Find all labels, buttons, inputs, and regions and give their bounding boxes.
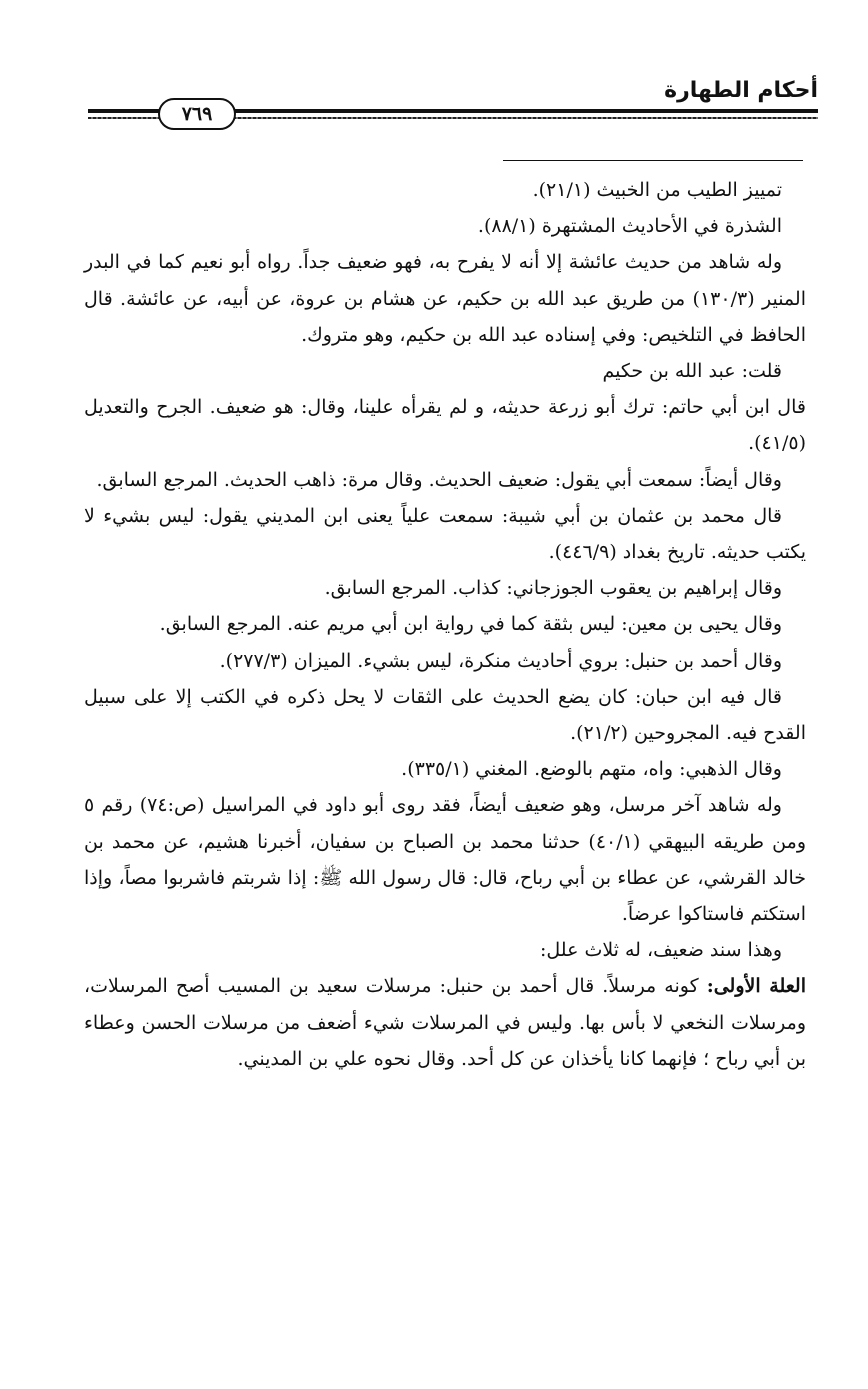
- paragraph-text: كونه مرسلاً. قال أحمد بن حنبل: مرسلات سعيد بن المسيب أصح المرسلات، ومرسلات النخعي لا بأس بها. وليس في المرسلات شيء أضعف من مرسلات الحسن وعطاء بن أبي رباح ؛ فإنهما كانا يأخذان عن كل أحد. وقال نحوه علي بن المديني.: [84, 975, 806, 1070]
- page-header: [88, 78, 818, 130]
- footnote-separator: [503, 160, 803, 161]
- body-paragraph: وله شاهد آخر مرسل، وهو ضعيف أيضاً، فقد روى أبو داود في المراسيل (ص:٧٤) رقم ٥ ومن طريقه البيهقي (٤٠/١) حدثنا محمد بن الصباح بن سفيان، أخبرنا هشيم، عن محمد بن خالد القرشي، عن عطاء بن أبي رباح، قال: قال رسول الله ﷺ: إذا شربتم فاشربوا مصاً، وإذا استكتم فاستاكوا عرضاً.: [84, 794, 806, 926]
- body-paragraph: وقال يحيى بن معين: ليس بثقة كما في رواية ابن أبي مريم عنه. المرجع السابق.: [159, 613, 782, 636]
- page-body: [84, 172, 806, 1077]
- body-paragraph: قلت: عبد الله بن حكيم: [602, 360, 782, 383]
- body-paragraph: وقال أحمد بن حنبل: بروي أحاديث منكرة، ليس بشيء. الميزان (٢٧٧/٣).: [219, 649, 782, 672]
- body-paragraph: قال محمد بن عثمان بن أبي شيبة: سمعت علياً يعنى ابن المديني يقول: ليس بشيء لا يكتب حديثه. تاريخ بغداد (٤٤٦/٩).: [84, 504, 806, 564]
- reference-line: الشذرة في الأحاديث المشتهرة (٨٨/١).: [477, 215, 782, 238]
- body-paragraph: وله شاهد من حديث عائشة إلا أنه لا يفرح به، فهو ضعيف جداً. رواه أبو نعيم كما في البدر المنير (١٣٠/٣) من طريق عبد الله بن حكيم، عن هشام بن عروة، عن أبيه، عن عائشة. قال الحافظ في التلخيص: وفي إسناده عبد الله بن حكيم، وهو متروك.: [84, 251, 806, 346]
- body-paragraph-illness-one: [84, 968, 806, 1077]
- reference-line: تمييز الطيب من الخبيث (٢١/١).: [532, 179, 782, 201]
- body-paragraph: وهذا سند ضعيف، له ثلاث علل:: [539, 939, 782, 962]
- body-paragraph: وقال أيضاً: سمعت أبي يقول: ضعيف الحديث. وقال مرة: ذاهب الحديث. المرجع السابق.: [96, 468, 782, 491]
- book-title: أحكام الطهارة: [664, 78, 818, 103]
- body-paragraph: قال فيه ابن حبان: كان يضع الحديث على الثقات لا يحل ذكره في الكتب إلا على سبيل القدح فيه. المجروحين (٢١/٢).: [84, 685, 806, 745]
- body-paragraph: وقال إبراهيم بن يعقوب الجوزجاني: كذاب. المرجع السابق.: [324, 577, 782, 600]
- body-paragraph: وقال الذهبي: واه، متهم بالوضع. المغني (٣٣٥/١).: [401, 758, 782, 781]
- page-number: ٧٦٩: [158, 98, 236, 130]
- body-paragraph: قال ابن أبي حاتم: ترك أبو زرعة حديثه، و لم يقرأه علينا، وقال: هو ضعيف. الجرح والتعديل (٤١/٥).: [84, 396, 806, 455]
- bold-heading: العلة الأولى:: [706, 975, 806, 998]
